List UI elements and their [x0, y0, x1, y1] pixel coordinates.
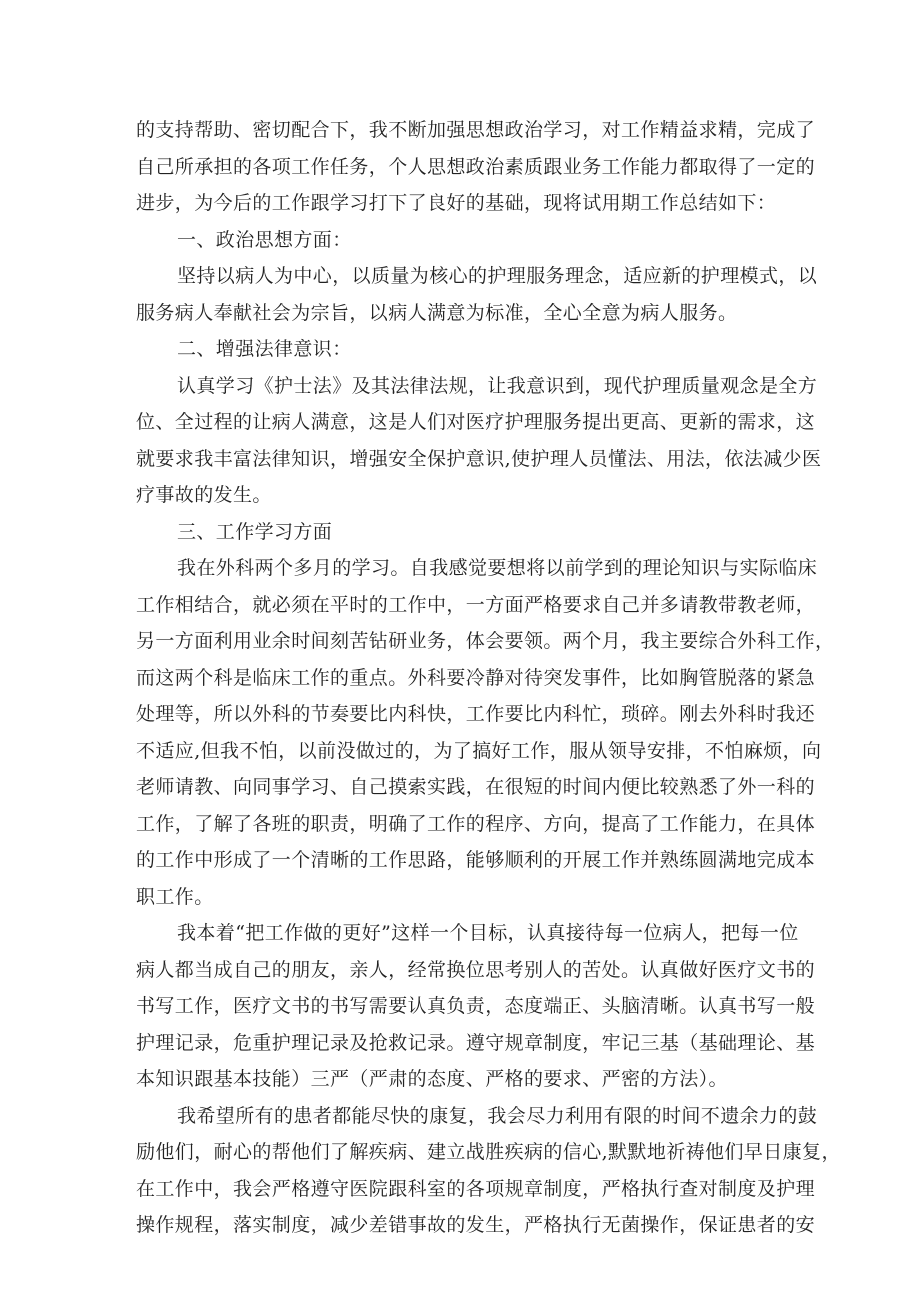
text-line: 的工作中形成了一个清晰的工作思路，能够顺利的开展工作并熟练圆满地完成本 [136, 849, 816, 871]
text-line: 我希望所有的患者都能尽快的康复，我会尽力利用有限的时间不遗余力的鼓 [177, 1104, 818, 1127]
text-line: 在工作中，我会严格遵守医院跟科室的各项规章制度，严格执行查对制度及护理 [136, 1177, 816, 1200]
text-line: 本知识跟基本技能）三严（严肃的态度、严格的要求、严密的方法）。 [136, 1068, 728, 1090]
text-line: 我本着“把工作做的更好”这样一个目标，认真接待每一位病人，把每一位 [177, 922, 799, 944]
text-line: 疗事故的发生。 [136, 484, 272, 506]
text-line: 老师请教、向同事学习、自己摸索实践，在很短的时间内便比较熟悉了外一科的 [136, 776, 816, 798]
text-line: 就要求我丰富法律知识，增强安全保护意识,使护理人员懂法、用法，依法减少医 [136, 447, 822, 470]
text-line: 自己所承担的各项工作任务，个人思想政治素质跟业务工作能力都取得了一定的 [136, 155, 816, 178]
text-line: 坚持以病人为中心，以质量为核心的护理服务理念，适应新的护理模式，以 [177, 265, 818, 287]
text-line: 励他们，耐心的帮他们了解疾病、建立战胜疾病的信心,默默地祈祷他们早日康复， [136, 1141, 841, 1163]
text-line: 认真学习《护士法》及其法律法规，让我意识到，现代护理质量观念是全方 [177, 374, 818, 397]
text-line: 职工作。 [136, 885, 214, 908]
section-heading: 一、政治思想方面： [177, 228, 352, 251]
text-line: 的支持帮助、密切配合下，我不断加强思想政治学习，对工作精益求精，完成了 [136, 119, 816, 141]
text-line: 操作规程，落实制度，减少差错事故的发生，严格执行无菌操作，保证患者的安 [136, 1214, 816, 1236]
text-line: 进步，为今后的工作跟学习打下了良好的基础，现将试用期工作总结如下： [136, 192, 777, 214]
text-line: 护理记录，危重护理记录及抢救记录。遵守规章制度，牢记三基（基础理论、基 [136, 1031, 816, 1054]
text-line: 位、全过程的让病人满意，这是人们对医疗护理服务提出更高、更新的需求，这 [136, 411, 816, 433]
text-line: 书写工作，医疗文书的书写需要认真负责，态度端正、头脑清晰。认真书写一般 [136, 995, 816, 1017]
text-line: 工作相结合，就必须在平时的工作中，一方面严格要求自己并多请教带教老师， [136, 593, 816, 616]
text-line: 病人都当成自己的朋友，亲人，经常换位思考别人的苦处。认真做好医疗文书的 [136, 958, 816, 981]
text-line: 我在外科两个多月的学习。自我感觉要想将以前学到的理论知识与实际临床 [177, 557, 818, 579]
text-line: 另一方面利用业余时间刻苦钻研业务，体会要领。两个月，我主要综合外科工作， [136, 630, 835, 652]
section-heading: 三、工作学习方面 [177, 520, 333, 543]
text-line: 不适应,但我不怕，以前没做过的，为了搞好工作，服从领导安排，不怕麻烦，向 [136, 739, 822, 762]
text-line: 而这两个科是临床工作的重点。外科要冷静对待突发事件，比如胸管脱落的紧急 [136, 666, 816, 689]
text-line: 工作，了解了各班的职责，明确了工作的程序、方向，提高了工作能力，在具体 [136, 812, 816, 835]
text-line: 处理等，所以外科的节奏要比内科快，工作要比内科忙，琐碎。刚去外科时我还 [136, 703, 816, 725]
document-body [136, 112, 841, 1244]
text-line: 服务病人奉献社会为宗旨，以病人满意为标准，全心全意为病人服务。 [136, 301, 738, 324]
section-heading: 二、增强法律意识： [177, 338, 352, 360]
